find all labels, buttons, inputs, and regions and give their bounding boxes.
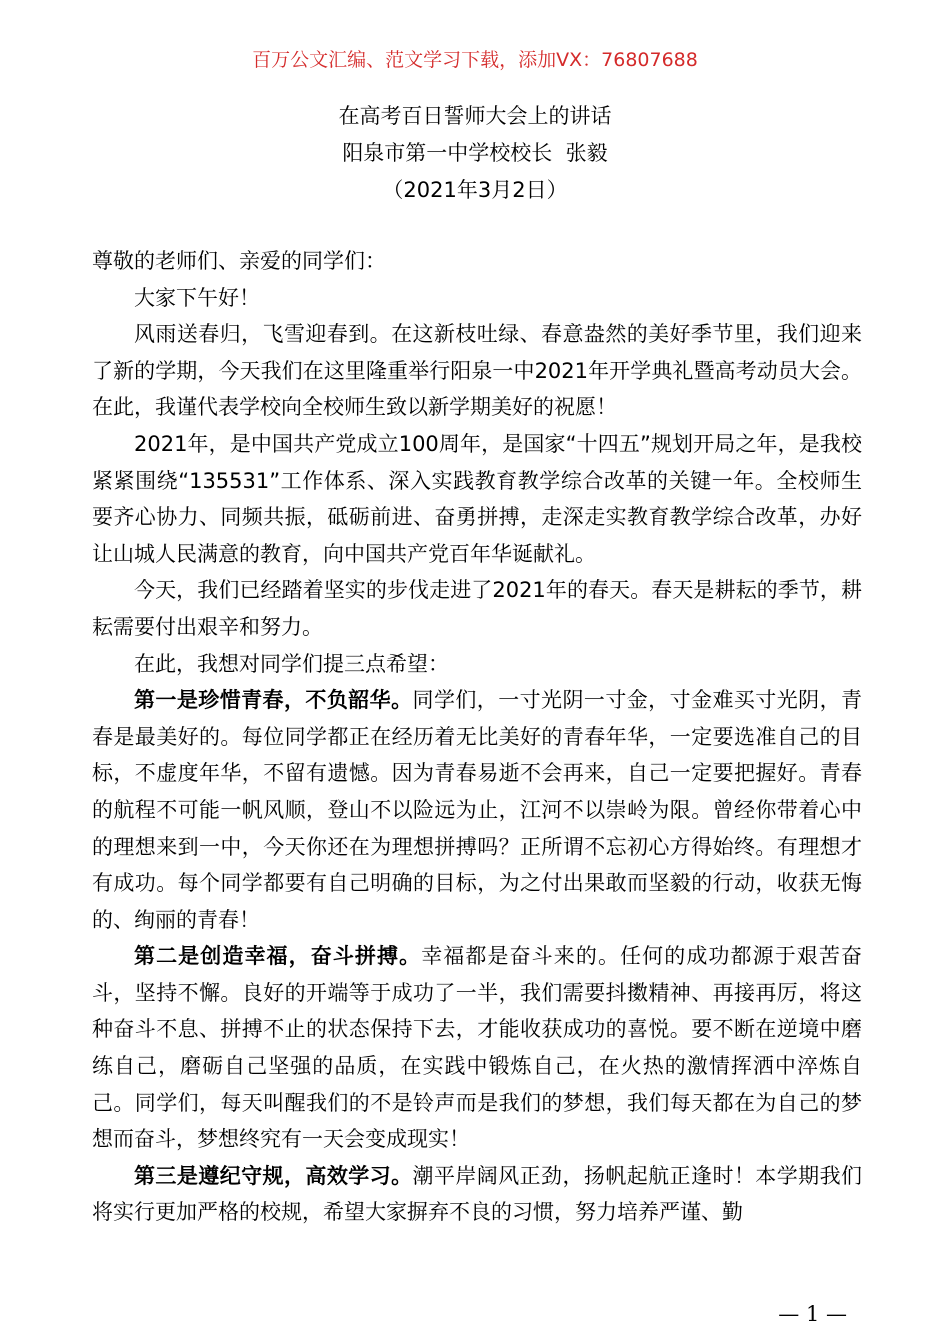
speech-title: 在高考百日誓师大会上的讲话 xyxy=(338,104,612,128)
point-2-text: 幸福都是奋斗来的。任何的成功都源于艰苦奋斗，坚持不懈。良好的开端等于成功了一半，我们需要抖擞精神、再接再厉，将这种奋斗不息、拼搏不止的状态保持下去，才能收获成功的喜悦。要不断在逆境中磨练自己，磨砺自己坚强的品质，在实践中锻炼自己，在火热的激情挥洒中淬炼自己。同学们，每天叫醒我们的不是铃声而是我们的梦想，我们每天都在为自己的梦想而奋斗，梦想终究有一天会变成现实！ xyxy=(92,944,862,1152)
salutation: 尊敬的老师们、亲爱的同学们： xyxy=(92,249,386,273)
point-1-text: 同学们，一寸光阴一寸金，寸金难买寸光阴，青春是最美好的。每位同学都正在经历着无比美好的青春年华，一定要选准自己的目标，不虚度年华，不留有遗憾。因为青春易逝不会再来，自己一定要把握好。青春的航程不可能一帆风顺，登山不以险远为止，江河不以崇岭为限。曾经你带着心中的理想来到一中，今天你还在为理想拼搏吗？正所谓不忘初心方得始终。有理想才有成功。每个同学都要有自己明确的目标，为之付出果敢而坚毅的行动，收获无悔的、绚丽的青春！ xyxy=(92,688,862,932)
point-3 xyxy=(92,1158,862,1231)
point-3-text: 潮平岸阔风正劲，扬帆起航正逢时！本学期我们将实行更加严格的校规，希望大家摒弃不良的习惯，努力培养严谨、勤 xyxy=(92,1163,862,1225)
paragraph-opening: 风雨送春归，飞雪迎春到。在这新枝吐绿、春意盎然的美好季节里，我们迎来了新的学期，今天我们在这里隆重举行阳泉一中2021年开学典礼暨高考动员大会。在此，我谨代表学校向全校师生致以新学期美好的祝愿！ xyxy=(92,322,862,420)
speaker-line: 阳泉市第一中学校校长 张毅 xyxy=(342,141,608,165)
point-2-heading: 第二是创造幸福，奋斗拼搏。 xyxy=(134,944,422,969)
paragraph-hopes-intro: 在此，我想对同学们提三点希望： xyxy=(134,651,449,676)
title-block xyxy=(0,98,950,209)
point-1-heading: 第一是珍惜青春，不负韶华。 xyxy=(134,688,413,713)
paragraph-greeting: 大家下午好！ xyxy=(134,285,260,310)
speech-date: （2021年3月2日） xyxy=(382,178,568,202)
watermark-text: 百万公文汇编、范文学习下载，添加VX：76807688 xyxy=(252,49,698,71)
paragraph-2021: 2021年，是中国共产党成立100周年，是国家“十四五”规划开局之年，是我校紧紧围绕“135531”工作体系、深入实践教育教学综合改革的关键一年。全校师生要齐心协力、同频共振，砥砺前进、奋勇拼搏，走深走实教育教学综合改革，办好让山城人民满意的教育，向中国共产党百年华诞献礼。 xyxy=(92,431,862,566)
point-3-heading: 第三是遵纪守规，高效学习。 xyxy=(134,1163,413,1188)
speech-body xyxy=(92,243,862,1231)
point-2 xyxy=(92,938,862,1158)
point-1 xyxy=(92,682,862,938)
paragraph-spring: 今天，我们已经踏着坚实的步伐走进了2021年的春天。春天是耕耘的季节，耕耘需要付出艰辛和努力。 xyxy=(92,578,862,639)
page-number: — 1 — xyxy=(778,1302,847,1326)
